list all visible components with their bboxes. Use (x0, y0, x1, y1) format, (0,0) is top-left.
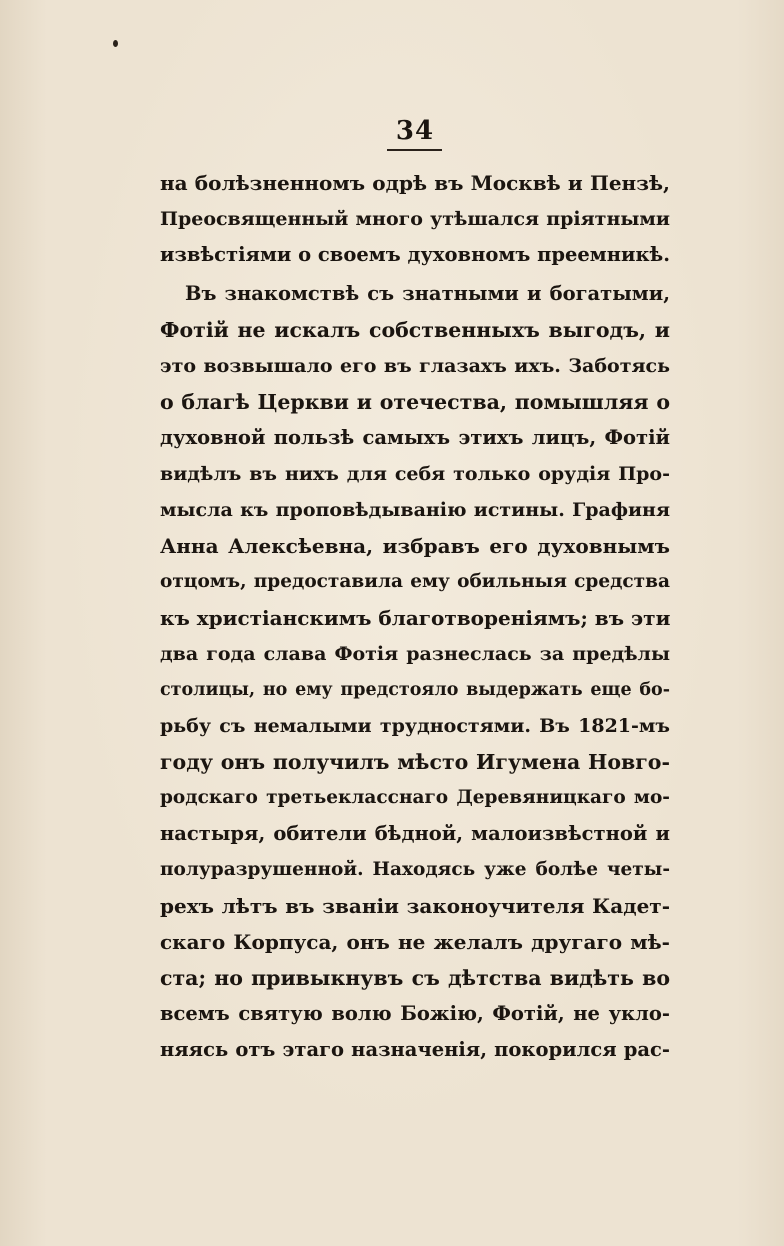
text-line: няясь отъ этаго назначенія, покорился рас- (160, 1038, 670, 1061)
text-line: о благѣ Церкви и отечества, помышляя о (160, 390, 670, 414)
text-line: Анна Алексѣевна, избравъ его духовнымъ (160, 534, 670, 558)
text-line: Преосвященный много утѣшался пріятными (160, 208, 670, 230)
text-line: рьбу съ немалыми трудностями. Въ 1821-мъ (160, 715, 670, 737)
text-line: Фотій не искалъ собственныхъ выгодъ, и (160, 318, 670, 342)
paragraph-first-line: Въ знакомствѣ съ знатными и богатыми, (185, 282, 670, 305)
ink-speck (113, 40, 118, 47)
text-line: къ христіанскимъ благотвореніямъ; въ эти (160, 606, 671, 630)
text-line: скаго Корпуса, онъ не желалъ другаго мѣ- (160, 930, 670, 954)
text-line: мысла къ проповѣдыванію истины. Графиня (160, 499, 670, 521)
text-line: всемъ святую волю Божію, Фотій, не укло- (160, 1002, 670, 1025)
text-line: рехъ лѣтъ въ званіи законоучителя Кадет- (160, 894, 670, 918)
text-line: духовной пользѣ самыхъ этихъ лицъ, Фотій (160, 426, 670, 449)
text-line: видѣлъ въ нихъ для себя только орудія Про- (160, 463, 670, 485)
text-line: извѣстіями о своемъ духовномъ преемникѣ. (160, 243, 671, 266)
text-line: на болѣзненномъ одрѣ въ Москвѣ и Пензѣ, (160, 171, 670, 195)
page-number-rule (387, 149, 442, 151)
text-line: два года слава Фотія разнеслась за предѣлы (160, 643, 670, 665)
text-line: это возвышало его въ глазахъ ихъ. Заботясь (160, 355, 670, 377)
text-line: ста; но привыкнувъ съ дѣтства видѣть во (160, 966, 670, 990)
text-line: полуразрушенной. Находясь уже болѣе четы- (160, 859, 670, 880)
text-line: году онъ получилъ мѣсто Игумена Новго- (160, 750, 670, 774)
text-line: настыря, обители бѣдной, малоизвѣстной и (160, 822, 670, 845)
text-line: отцомъ, предоставила ему обильныя средства (160, 571, 670, 592)
text-line: столицы, но ему предстояло выдержать еще бо- (160, 680, 670, 700)
text-body (160, 165, 670, 1068)
page-number: 34 (395, 116, 435, 146)
text-line: родскаго третьекласснаго Деревяницкаго мо- (160, 787, 670, 808)
